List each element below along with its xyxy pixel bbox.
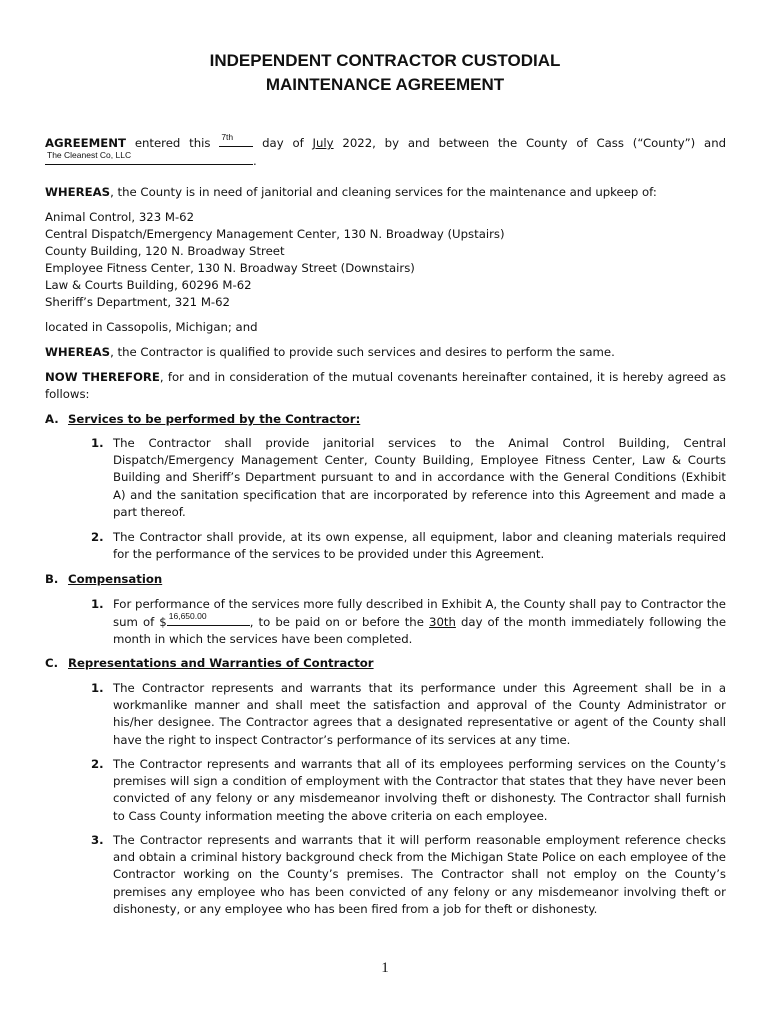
agreement-text-1: entered this <box>134 136 211 150</box>
location-item: Employee Fitness Center, 130 N. Broadway Street (Downstairs) <box>45 261 415 275</box>
due-day: 30th <box>429 615 456 630</box>
section-c-item-3-text: The Contractor represents and warrants that it will perform reasonable employment reference checks and obtain a criminal history background check from the Michigan State Police on each employee of the Contractor working on the County’s premises. The Contractor shall not employ on the County’s premises any employee who has been convicted of any felony or any misdemeanor involving theft or dishonesty, or any employee who has been fired from a job for theft or dishonesty. <box>113 833 726 916</box>
whereas-paragraph-1 <box>45 184 726 201</box>
contractor-name-line <box>45 152 257 170</box>
whereas-paragraph-2 <box>45 344 726 361</box>
whereas-label-2: WHEREAS <box>45 345 111 359</box>
section-b-item-1-text-1: For performance of the services more fully described in Exhibit A, the County shall pay to Contractor the sum of $ <box>113 597 726 630</box>
section-b-item-1-number: 1. <box>91 597 104 611</box>
section-b-item-1-text-2: , to be paid on or before the <box>249 615 424 630</box>
whereas-text-1: , the County is in need of janitorial and cleaning services for the maintenance and upkeep of: <box>110 185 657 199</box>
contractor-name-value: The Cleanest Co, LLC <box>47 150 132 160</box>
section-c-item-3-number: 3. <box>91 833 104 847</box>
agreement-intro-line <box>45 134 726 152</box>
located-text: located in Cassopolis, Michigan; and <box>45 320 258 334</box>
contractor-name-field[interactable] <box>45 152 253 165</box>
section-a-heading <box>45 411 360 428</box>
section-c-letter: C. <box>45 656 59 670</box>
document-title-line-2: MAINTENANCE AGREEMENT <box>265 75 505 94</box>
page-number: 1 <box>381 960 389 976</box>
location-item: Law & Courts Building, 60296 M-62 <box>45 278 252 292</box>
section-b-item-1-text-3: day of the month immediately following the month in which the services have been completed. <box>113 615 727 647</box>
day-field-value: 7th <box>221 132 234 142</box>
section-c-heading <box>45 655 374 672</box>
day-field[interactable] <box>219 134 253 147</box>
section-b-heading <box>45 571 162 588</box>
section-a-item-2-text: The Contractor shall provide, at its own expense, all equipment, labor and cleaning materials required for the performance of the services to be provided under this Agreement. <box>113 530 726 562</box>
section-c-item-2-text: The Contractor represents and warrants that all of its employees performing services on the County’s premises will sign a condition of employment with the Contractor that states that they have never been convicted of any felony or any misdemeanor involving theft or dishonesty. The Contractor shall furnish to Cass County information meeting the above criteria on each employee. <box>113 757 726 823</box>
section-a-title: Services to be performed by the Contractor: <box>68 412 361 426</box>
section-a-item-1-number: 1. <box>91 436 104 450</box>
document-title-line-1: INDEPENDENT CONTRACTOR CUSTODIAL <box>209 51 561 70</box>
section-c-item-2-number: 2. <box>91 757 104 771</box>
compensation-amount-value: 16,650.00 <box>168 611 207 622</box>
location-item: Sheriff’s Department, 321 M-62 <box>45 295 230 309</box>
now-therefore-label: NOW THEREFORE <box>45 370 160 384</box>
agreement-text-2: day of <box>262 136 304 150</box>
now-therefore-text: , for and in consideration of the mutual covenants hereinafter contained, it is hereby agreed as follows: <box>45 370 726 402</box>
compensation-amount-field[interactable] <box>167 613 250 626</box>
section-c-title: Representations and Warranties of Contractor <box>68 656 374 670</box>
location-item: Central Dispatch/Emergency Management Center, 130 N. Broadway (Upstairs) <box>45 227 505 241</box>
section-a-item-1-text: The Contractor shall provide janitorial services to the Animal Control Building, Central Dispatch/Emergency Management Center, County Building, Employee Fitness Center, Law & Courts Building and Sheriff’s Department pursuant to and in accordance with the General Conditions (Exhibit A) and the sanitation specification that are incorporated by reference into this Agreement and made a part thereof. <box>113 436 726 519</box>
agreement-text-3: 2022, by and between the County of Cass (“County”) and <box>342 136 727 150</box>
agreement-end: . <box>253 154 257 168</box>
location-item: Animal Control, 323 M-62 <box>45 210 195 224</box>
now-therefore-paragraph <box>45 369 726 403</box>
section-b-title: Compensation <box>68 572 163 586</box>
agreement-month: July <box>312 136 334 150</box>
section-b-item-1-text <box>113 596 726 649</box>
whereas-label-1: WHEREAS <box>45 185 111 199</box>
agreement-label: AGREEMENT <box>45 136 126 150</box>
location-item: County Building, 120 N. Broadway Street <box>45 244 285 258</box>
section-a-letter: A. <box>45 412 59 426</box>
section-a-item-2-number: 2. <box>91 530 104 544</box>
whereas-text-2: , the Contractor is qualified to provide such services and desires to perform the same. <box>110 345 615 359</box>
section-b-letter: B. <box>45 572 59 586</box>
section-c-item-1-text: The Contractor represents and warrants that its performance under this Agreement shall be in a workmanlike manner and shall meet the satisfaction and approval of the County Administrator or his/her designee. The Contractor agrees that a designated representative or agent of the County shall have the right to inspect Contractor’s performance of its services at any time. <box>113 681 726 747</box>
section-c-item-1-number: 1. <box>91 681 104 695</box>
